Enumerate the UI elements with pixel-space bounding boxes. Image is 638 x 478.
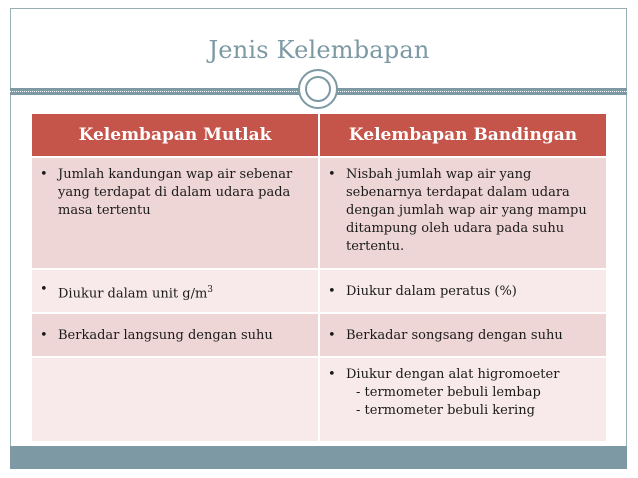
table-row xyxy=(32,357,606,441)
divider-ring-ornament xyxy=(298,69,338,109)
cell-text: Berkadar langsung dengan suhu xyxy=(58,328,273,343)
bullet: • xyxy=(40,328,48,343)
bullet: • xyxy=(328,367,336,382)
unit-superscript: 3 xyxy=(207,284,214,295)
cell-text xyxy=(58,281,213,303)
slide-title: Jenis Kelembapan xyxy=(208,36,430,64)
table-cell xyxy=(319,357,606,441)
header-relative-humidity: Kelembapan Bandingan xyxy=(319,113,606,157)
bullet: • xyxy=(328,328,336,343)
table-cell xyxy=(319,157,606,269)
bullet: • xyxy=(328,284,336,299)
table-row xyxy=(32,157,606,269)
cell-text: Jumlah kandungan wap air sebenar yang terdapat di dalam udara pada masa tertentu xyxy=(58,167,293,218)
table-cell xyxy=(32,313,319,357)
table-cell xyxy=(32,157,319,269)
sub-item: - termometer bebuli lembap xyxy=(356,385,541,400)
table-cell xyxy=(319,313,606,357)
divider-ring-inner xyxy=(305,76,331,102)
cell-text: Berkadar songsang dengan suhu xyxy=(346,328,563,343)
cell-text: Nisbah jumlah wap air yang sebenarnya terdapat dalam udara dengan jumlah wap air yang mampu ditampung oleh udara pada suhu tertentu. xyxy=(346,167,587,254)
bullet: • xyxy=(40,281,48,297)
table-cell xyxy=(32,357,319,441)
table-row xyxy=(32,269,606,313)
table-header-row xyxy=(32,113,606,157)
header-absolute-humidity: Kelembapan Mutlak xyxy=(32,113,319,157)
footer-bar xyxy=(10,446,627,469)
table-cell xyxy=(32,269,319,313)
table-row xyxy=(32,313,606,357)
unit-text: Diukur dalam unit g/m xyxy=(58,286,208,302)
bullet: • xyxy=(40,167,48,182)
cell-text: Diukur dalam peratus (%) xyxy=(346,284,517,299)
cell-text: Diukur dengan alat higromoeter xyxy=(346,367,560,382)
table-cell xyxy=(319,269,606,313)
sub-item: - termometer bebuli kering xyxy=(356,403,535,418)
bullet: • xyxy=(328,167,336,182)
comparison-table xyxy=(32,112,606,441)
